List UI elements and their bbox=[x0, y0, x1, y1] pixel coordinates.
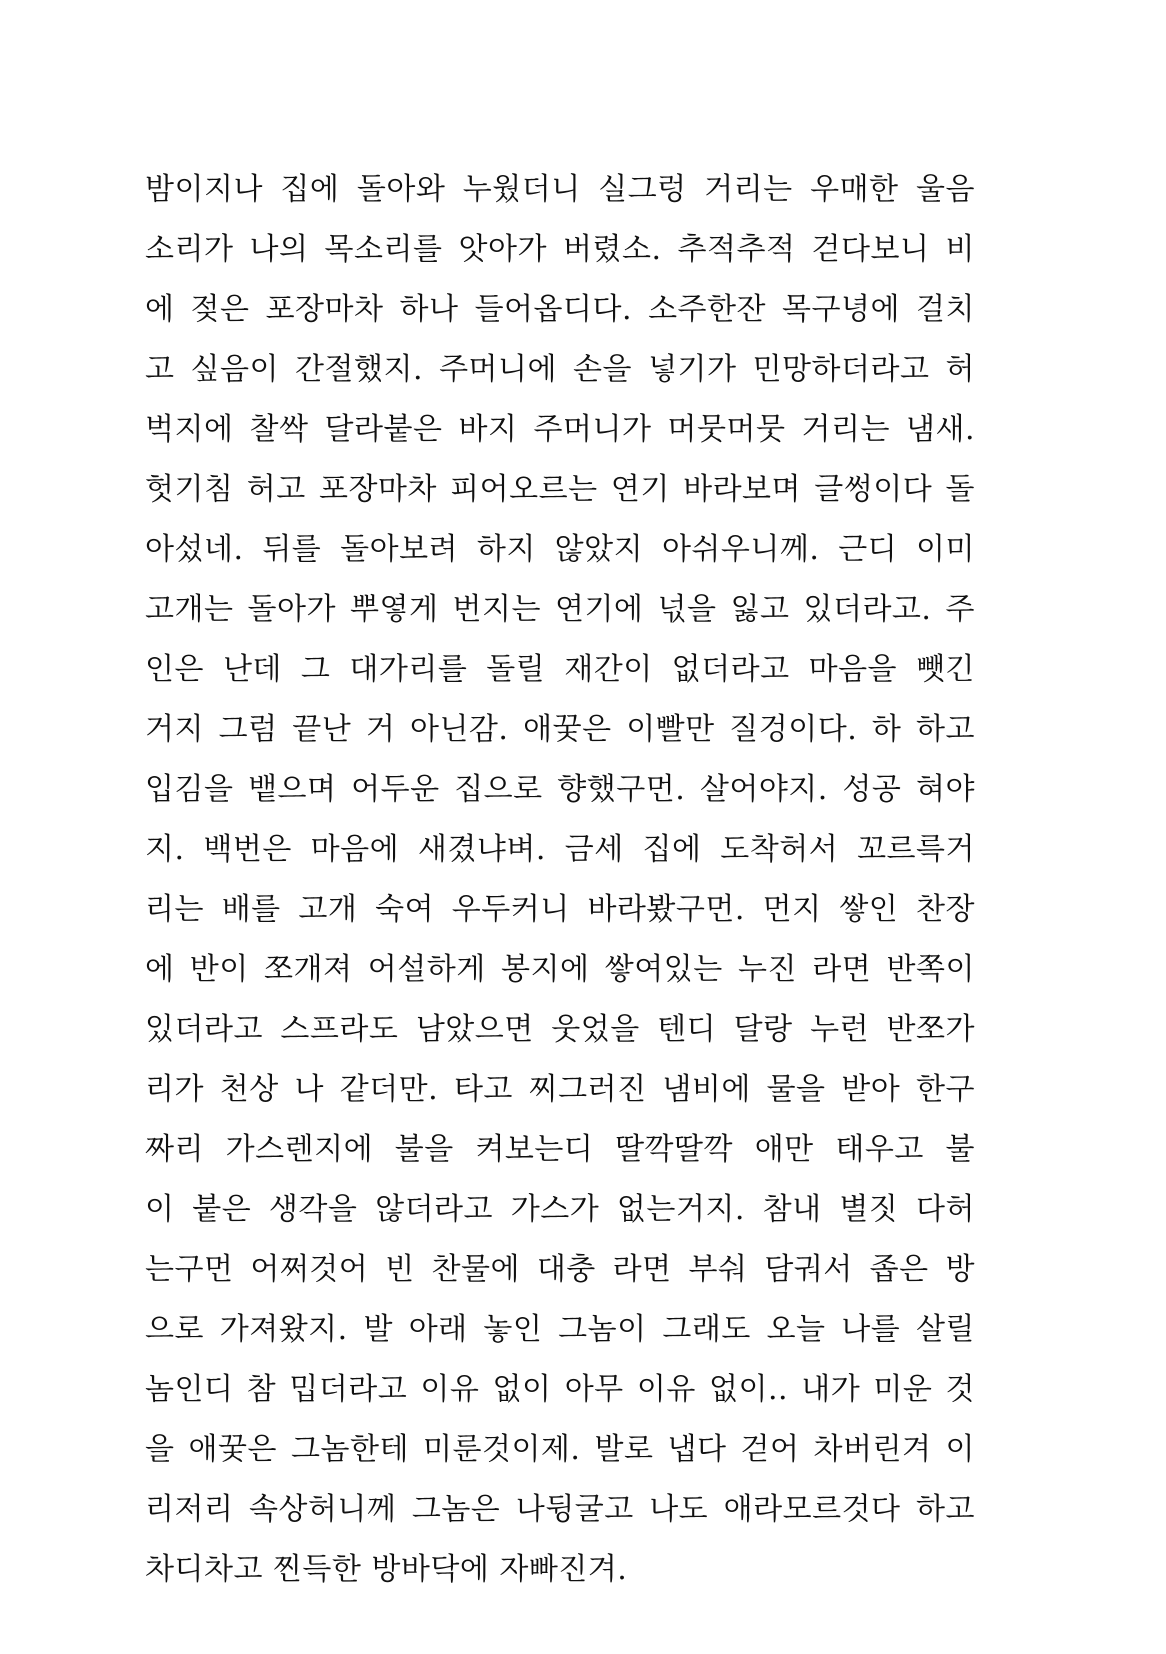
text-line: 아섰네. 뒤를 돌아보려 하지 않았지 아쉬우니께. 근디 이미 bbox=[145, 532, 975, 567]
text-line: 이 붙은 생각을 않더라고 가스가 없는거지. 참내 별짓 다허 bbox=[145, 1192, 975, 1227]
text-line: 입김을 뱉으며 어두운 집으로 향했구먼. 살어야지. 성공 혀야 bbox=[145, 772, 975, 807]
text-line: 밤이지나 집에 돌아와 누웠더니 실그렁 거리는 우매한 울음 bbox=[145, 172, 975, 207]
text-line: 고개는 돌아가 뿌옇게 번지는 연기에 넋을 잃고 있더라고. 주 bbox=[145, 592, 975, 627]
text-line: 짜리 가스렌지에 불을 켜보는디 딸깍딸깍 애만 태우고 불 bbox=[145, 1132, 975, 1167]
text-line: 헛기침 허고 포장마차 피어오르는 연기 바라보며 글썽이다 돌 bbox=[145, 472, 975, 507]
text-line: 있더라고 스프라도 남았으면 웃었을 텐디 달랑 누런 반쪼가 bbox=[145, 1012, 975, 1047]
text-line: 소리가 나의 목소리를 앗아가 버렸소. 추적추적 걷다보니 비 bbox=[145, 232, 975, 267]
text-line: 거지 그럼 끝난 거 아닌감. 애꿎은 이빨만 질겅이다. 하 하고 bbox=[145, 712, 975, 747]
text-line: 으로 가져왔지. 발 아래 놓인 그놈이 그래도 오늘 나를 살릴 bbox=[145, 1312, 975, 1347]
text-line: 인은 난데 그 대가리를 돌릴 재간이 없더라고 마음을 뺏긴 bbox=[145, 652, 975, 687]
text-line: 을 애꿎은 그놈한테 미룬것이제. 발로 냅다 걷어 차버린겨 이 bbox=[145, 1432, 975, 1467]
text-line: 지. 백번은 마음에 새겼냐벼. 금세 집에 도착허서 꼬르륵거 bbox=[145, 832, 975, 867]
text-line: 에 반이 쪼개져 어설하게 봉지에 쌓여있는 누진 라면 반쪽이 bbox=[145, 952, 975, 987]
text-line: 벅지에 찰싹 달라붙은 바지 주머니가 머뭇머뭇 거리는 냄새. bbox=[145, 412, 975, 447]
text-line: 놈인디 참 밉더라고 이유 없이 아무 이유 없이.. 내가 미운 것 bbox=[145, 1372, 975, 1407]
text-line: 차디차고 찐득한 방바닥에 자빠진겨. bbox=[145, 1552, 628, 1587]
text-line: 리저리 속상허니께 그놈은 나뒹굴고 나도 애라모르것다 하고 bbox=[145, 1492, 975, 1527]
text-line: 는구먼 어쩌것어 빈 찬물에 대충 라면 부숴 담궈서 좁은 방 bbox=[145, 1252, 975, 1287]
text-line: 리가 천상 나 같더만. 타고 찌그러진 냄비에 물을 받아 한구 bbox=[145, 1072, 975, 1107]
text-line: 리는 배를 고개 숙여 우두커니 바라봤구먼. 먼지 쌓인 찬장 bbox=[145, 892, 975, 927]
text-line: 에 젖은 포장마차 하나 들어옵디다. 소주한잔 목구녕에 걸치 bbox=[145, 292, 975, 327]
body-text bbox=[145, 160, 975, 1600]
text-line: 고 싶음이 간절했지. 주머니에 손을 넣기가 민망하더라고 허 bbox=[145, 352, 975, 387]
